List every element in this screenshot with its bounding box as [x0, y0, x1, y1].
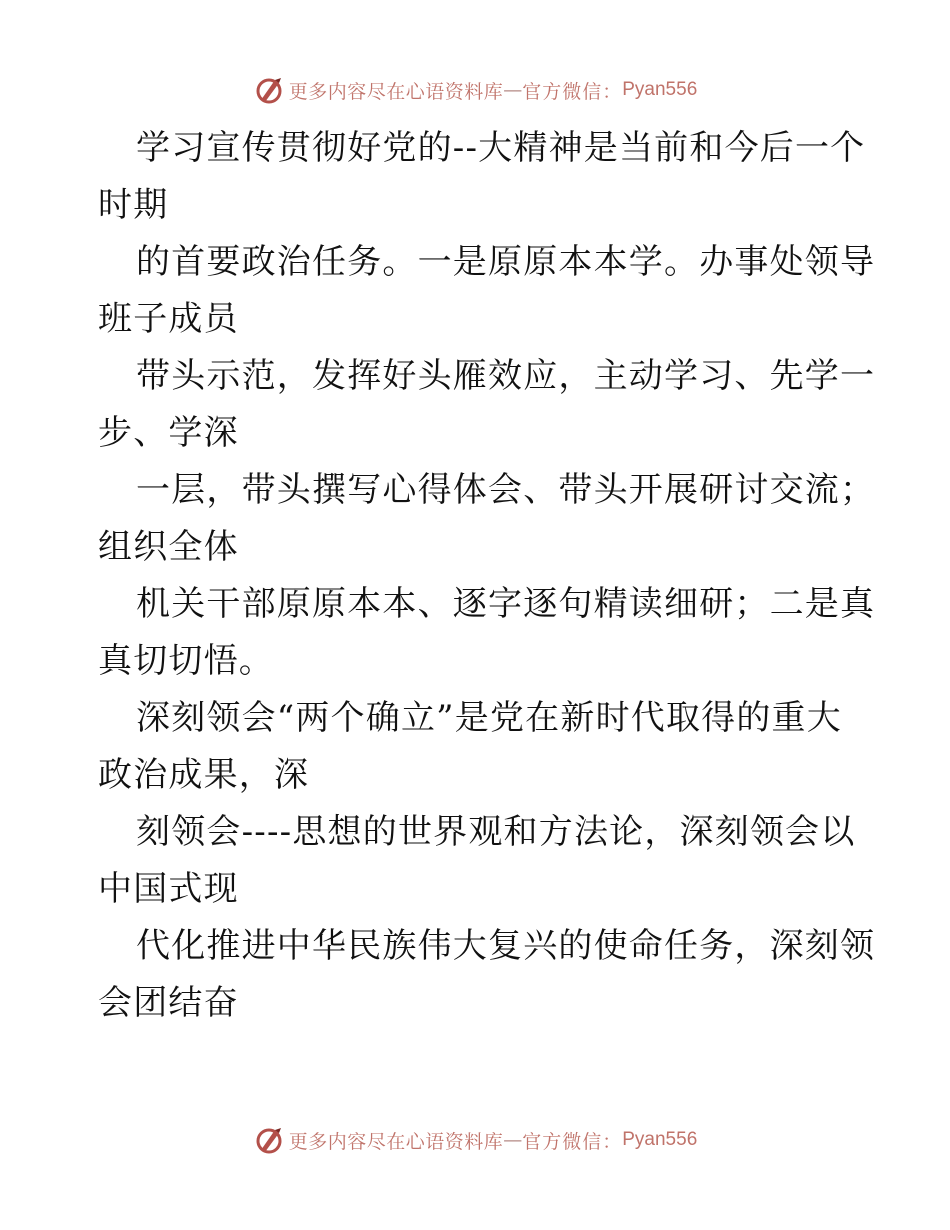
paragraph-line: 步、学深 [98, 413, 239, 453]
paragraph-line: 代化推进中华民族伟大复兴的使命任务，深刻领 [136, 926, 876, 966]
paragraph [98, 234, 876, 348]
paragraph-line: 的首要政治任务。一是原原本本学。办事处领导 [136, 242, 876, 282]
paragraph-line: 刻领会----思想的世界观和方法论，深刻领会以 [136, 812, 856, 852]
paragraph [98, 804, 858, 918]
paragraph-line: 中国式现 [98, 869, 239, 909]
paragraph [98, 120, 866, 234]
watermark-wechat-label: 官方微信： [522, 1130, 623, 1153]
paragraph-line: 一层，带头撰写心得体会、带头开展研讨交流； [136, 470, 876, 510]
pen-logo-icon [253, 74, 285, 106]
watermark-wechat-label: 官方微信： [522, 80, 623, 103]
pen-logo-icon [253, 1124, 285, 1156]
watermark-wechat-id: Pyan556 [622, 1129, 698, 1150]
watermark-dash: — [503, 79, 523, 101]
paragraph-line: 政治成果，深 [98, 755, 310, 795]
watermark-text: 更多内容尽在心语资料库 [288, 1130, 504, 1153]
paragraph [98, 462, 876, 576]
paragraph [98, 690, 858, 804]
paragraph-line: 时期 [98, 185, 169, 225]
watermark-text: 更多内容尽在心语资料库 [288, 80, 504, 103]
paragraph-line: 学习宣传贯彻好党的--大精神是当前和今后一个 [136, 128, 866, 168]
paragraph-line: 组织全体 [98, 527, 239, 567]
paragraph [98, 918, 876, 1032]
paragraph-line: 机关干部原原本本、逐字逐句精读细研；二是真 [136, 584, 876, 624]
paragraph-line: 会团结奋 [98, 983, 239, 1023]
document-body [98, 120, 876, 1032]
header-watermark [0, 70, 950, 110]
footer-watermark [0, 1120, 950, 1160]
paragraph-line: 带头示范，发挥好头雁效应，主动学习、先学一 [136, 356, 876, 396]
paragraph-line: 班子成员 [98, 299, 239, 339]
watermark-dash: — [503, 1129, 523, 1151]
watermark-wechat-id: Pyan556 [622, 79, 698, 100]
paragraph [98, 576, 876, 690]
paragraph [98, 348, 876, 462]
paragraph-line: 深刻领会“两个确立”是党在新时代取得的重大 [136, 698, 842, 738]
paragraph-line: 真切切悟。 [98, 641, 274, 681]
